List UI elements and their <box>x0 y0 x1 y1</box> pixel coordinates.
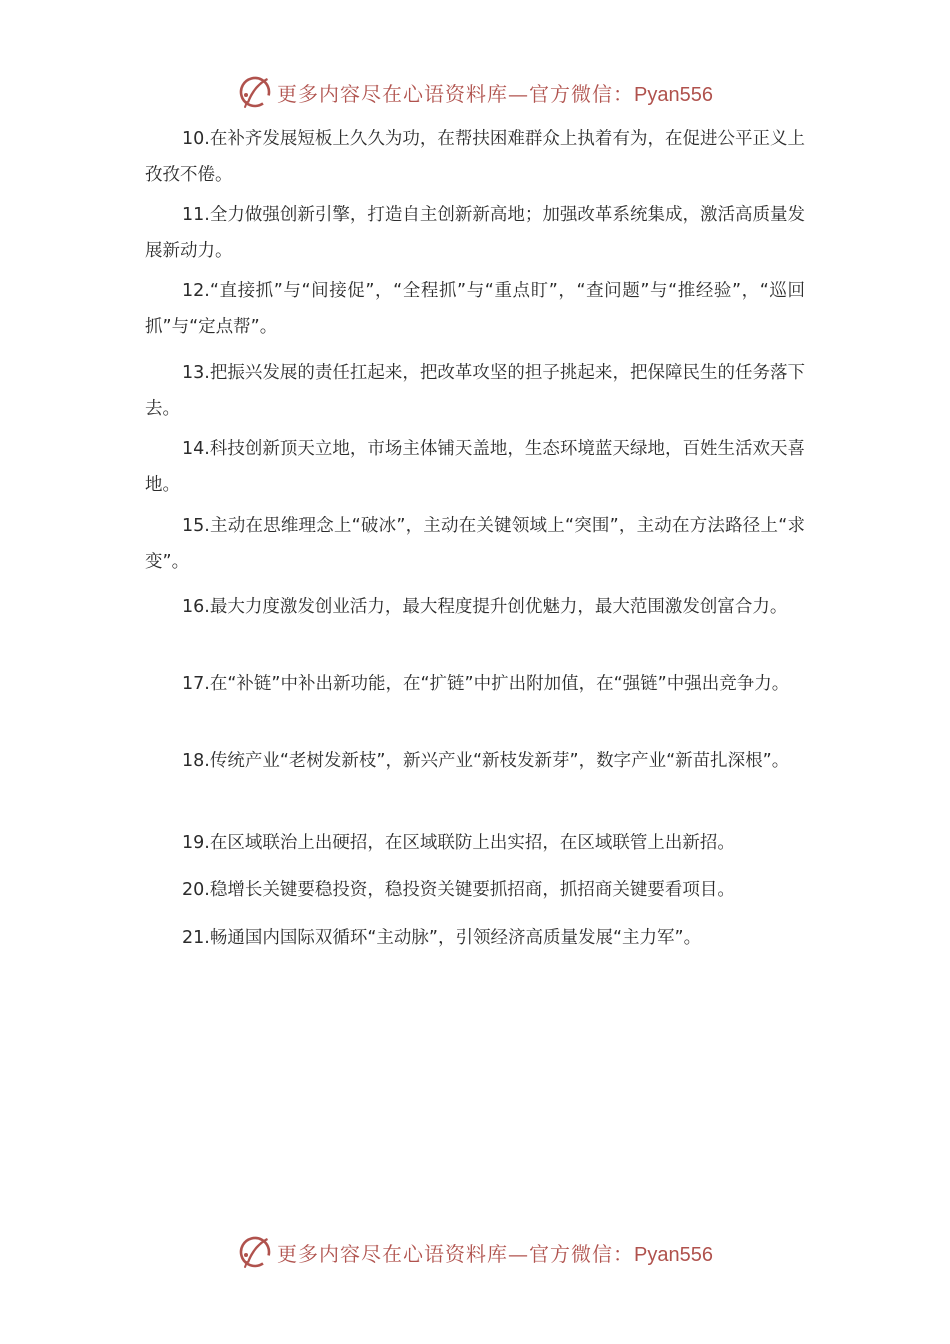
list-item: 10.在补齐发展短板上久久为功，在帮扶困难群众上执着有为，在促进公平正义上孜孜不倦。 <box>145 129 805 185</box>
list-item: 12.“直接抓”与“间接促”，“全程抓”与“重点盯”，“查问题”与“推经验”，“巡回抓”与“定点帮”。 <box>145 281 805 337</box>
footer-banner <box>0 1232 950 1272</box>
list-item: 20.稳增长关键要稳投资，稳投资关键要抓招商，抓招商关键要看项目。 <box>182 880 735 900</box>
list-item: 19.在区域联治上出硬招，在区域联防上出实招，在区域联管上出新招。 <box>182 833 735 853</box>
quill-logo-icon <box>237 1234 273 1270</box>
list-item: 21.畅通国内国际双循环“主动脉”，引领经济高质量发展“主力军”。 <box>182 928 702 948</box>
banner-text: 更多内容尽在心语资料库—官方微信：Pyan556 <box>277 81 713 106</box>
wechat-id: Pyan556 <box>634 83 713 106</box>
list-item: 14.科技创新顶天立地，市场主体铺天盖地，生态环境蓝天绿地，百姓生活欢天喜地。 <box>145 439 805 495</box>
list-item: 15.主动在思维理念上“破冰”，主动在关键领域上“突围”，主动在方法路径上“求变”。 <box>145 516 805 572</box>
list-item: 17.在“补链”中补出新功能，在“扩链”中扩出附加值，在“强链”中强出竞争力。 <box>182 674 790 694</box>
list-item: 18.传统产业“老树发新枝”，新兴产业“新枝发新芽”，数字产业“新苗扎深根”。 <box>182 751 790 771</box>
list-item: 16.最大力度激发创业活力，最大程度提升创优魅力，最大范围激发创富合力。 <box>182 597 788 617</box>
wechat-id: Pyan556 <box>634 1243 713 1266</box>
list-item: 13.把振兴发展的责任扛起来，把改革攻坚的担子挑起来，把保障民生的任务落下去。 <box>145 363 805 419</box>
banner-text: 更多内容尽在心语资料库—官方微信：Pyan556 <box>277 1241 713 1266</box>
list-item: 11.全力做强创新引擎，打造自主创新新高地；加强改革系统集成，激活高质量发展新动力。 <box>145 205 805 261</box>
